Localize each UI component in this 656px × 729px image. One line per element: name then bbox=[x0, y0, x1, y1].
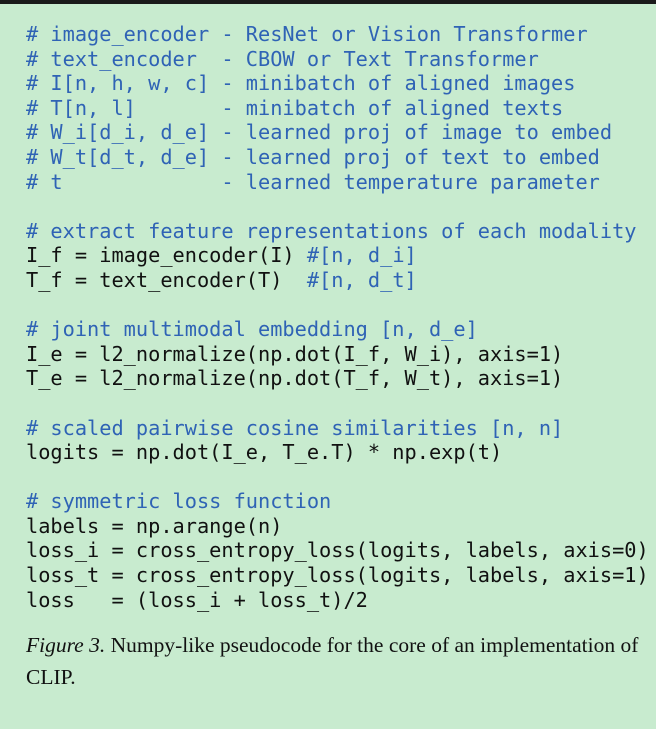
code-line bbox=[26, 366, 649, 391]
code-line bbox=[26, 317, 649, 342]
code-line bbox=[26, 416, 649, 441]
code-line bbox=[26, 47, 649, 72]
code-comment: # scaled pairwise cosine similarities [n, n] bbox=[26, 415, 564, 440]
code-line bbox=[26, 145, 649, 170]
code-line bbox=[26, 219, 649, 244]
code-line bbox=[26, 268, 649, 293]
code-comment: # joint multimodal embedding [n, d_e] bbox=[26, 317, 478, 342]
code-comment: # text_encoder - CBOW or Text Transformer bbox=[26, 46, 539, 71]
code-text: loss_t = cross_entropy_loss(logits, labels, axis=1) bbox=[26, 563, 649, 588]
code-text: T_e = l2_normalize(np.dot(T_f, W_t), axis=1) bbox=[26, 366, 564, 391]
code-line bbox=[26, 588, 649, 613]
top-rule bbox=[0, 0, 656, 4]
code-text: I_f = image_encoder(I) bbox=[26, 243, 307, 268]
figure-caption bbox=[26, 629, 652, 693]
code-line bbox=[26, 563, 649, 588]
code-line bbox=[26, 293, 649, 318]
code-comment: # W_i[d_i, d_e] - learned proj of image to embed bbox=[26, 120, 613, 145]
code-line bbox=[26, 514, 649, 539]
code-line bbox=[26, 170, 649, 195]
code-line bbox=[26, 391, 649, 416]
code-line bbox=[26, 465, 649, 490]
code-text: labels = np.arange(n) bbox=[26, 513, 283, 538]
code-text: loss_i = cross_entropy_loss(logits, labels, axis=0) bbox=[26, 538, 649, 563]
code-line bbox=[26, 538, 649, 563]
code-line bbox=[26, 120, 649, 145]
code-comment: # W_t[d_t, d_e] - learned proj of text to embed bbox=[26, 144, 600, 169]
code-comment: #[n, d_t] bbox=[306, 267, 417, 292]
code-comment: # t - learned temperature parameter bbox=[26, 169, 600, 194]
code-comment: # symmetric loss function bbox=[26, 489, 332, 514]
code-text: I_e = l2_normalize(np.dot(I_f, W_i), axis=1) bbox=[26, 341, 564, 366]
code-text: T_f = text_encoder(T) bbox=[26, 267, 307, 292]
code-line bbox=[26, 22, 649, 47]
code-line bbox=[26, 194, 649, 219]
pseudocode-block bbox=[26, 22, 649, 612]
code-line bbox=[26, 96, 649, 121]
figure-label: Figure 3. bbox=[26, 633, 106, 657]
code-line bbox=[26, 440, 649, 465]
code-comment: # image_encoder - ResNet or Vision Transformer bbox=[26, 22, 588, 46]
code-line bbox=[26, 243, 649, 268]
code-text: loss = (loss_i + loss_t)/2 bbox=[26, 587, 368, 612]
code-comment: # T[n, l] - minibatch of aligned texts bbox=[26, 95, 564, 120]
code-line bbox=[26, 342, 649, 367]
code-text: logits = np.dot(I_e, T_e.T) * np.exp(t) bbox=[26, 440, 503, 465]
code-comment: # extract feature representations of each modality bbox=[26, 218, 637, 243]
code-line bbox=[26, 489, 649, 514]
code-line bbox=[26, 71, 649, 96]
code-comment: #[n, d_i] bbox=[306, 243, 417, 268]
code-comment: # I[n, h, w, c] - minibatch of aligned images bbox=[26, 71, 576, 96]
caption-text: Numpy-like pseudocode for the core of an implementation of CLIP. bbox=[26, 633, 639, 689]
